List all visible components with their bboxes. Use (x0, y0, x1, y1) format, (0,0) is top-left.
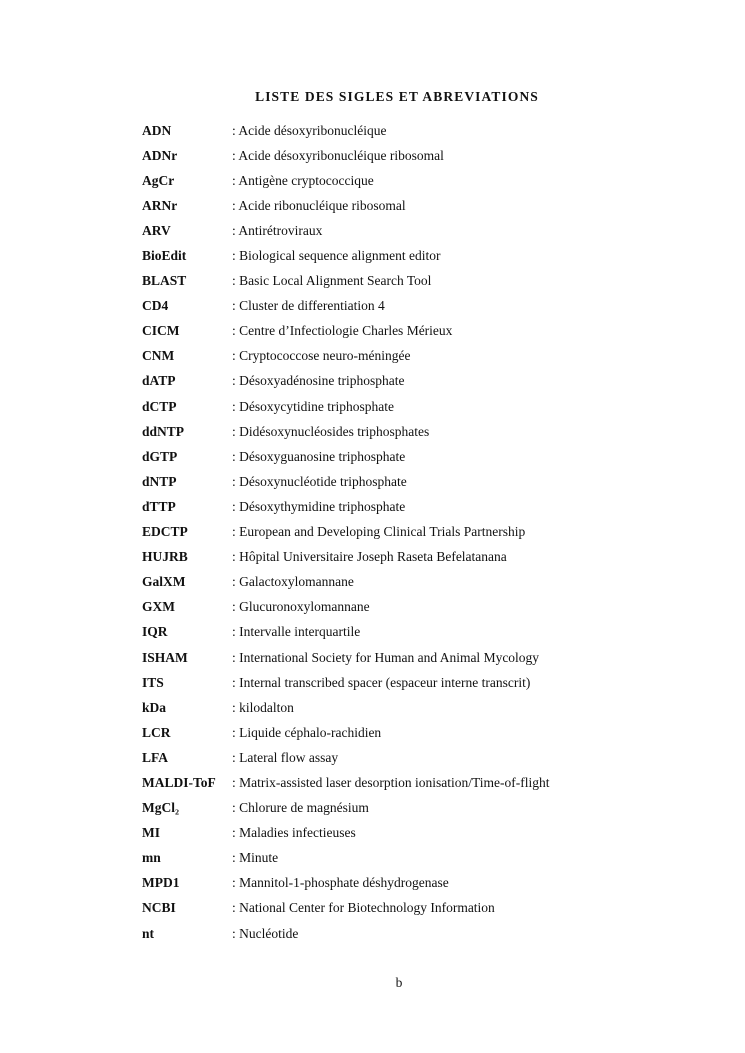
definition: : Matrix-assisted laser desorption ionisation/Time-of-flight (232, 774, 550, 790)
definition: : Cluster de differentiation 4 (232, 298, 385, 314)
abbreviation-row (142, 545, 549, 570)
abbreviation: ARNr (142, 197, 178, 213)
abbreviation-row (142, 394, 549, 419)
abbreviation-row (142, 670, 549, 695)
abbreviation: AgCr (142, 172, 175, 188)
definition: : International Society for Human and Animal Mycology (232, 649, 540, 665)
abbreviation-row (142, 745, 549, 770)
abbreviation-list (142, 118, 549, 946)
definition: : Didésoxynucléosides triphosphates (232, 423, 430, 439)
abbreviation-row (142, 770, 549, 795)
abbreviation: MgCl₂ (142, 800, 180, 816)
abbreviation: NCBI (142, 900, 176, 916)
abbreviation: ADNr (142, 147, 178, 163)
definition: : Hôpital Universitaire Joseph Raseta Befelatanana (232, 549, 507, 565)
definition: : Antirétroviraux (232, 222, 323, 238)
definition: : kilodalton (232, 699, 294, 715)
definition: : Acide désoxyribonucléique ribosomal (232, 147, 444, 163)
definition: : Acide ribonucléique ribosomal (232, 197, 406, 213)
abbreviation-row (142, 720, 549, 745)
page-number: b (395, 975, 403, 990)
abbreviation-row (142, 595, 549, 620)
abbreviation-row (142, 871, 549, 896)
abbreviation-row (142, 444, 549, 469)
abbreviation-row (142, 896, 549, 921)
definition: : Maladies infectieuses (232, 825, 356, 841)
definition: : Désoxyguanosine triphosphate (232, 448, 406, 464)
abbreviation: HUJRB (142, 549, 188, 565)
abbreviation-row (142, 620, 549, 645)
abbreviation-row (142, 469, 549, 494)
definition: : Centre d’Infectiologie Charles Mérieux (232, 323, 453, 339)
abbreviation-row (142, 269, 549, 294)
definition: : Nucléotide (232, 925, 299, 941)
abbreviation-row (142, 520, 549, 545)
definition: : European and Developing Clinical Trials Partnership (232, 524, 526, 540)
definition: : Glucuronoxylomannane (232, 599, 370, 615)
abbreviation: nt (142, 925, 155, 941)
definition: : Lateral flow assay (232, 749, 339, 765)
abbreviation: dTTP (142, 498, 176, 514)
abbreviation: GalXM (142, 574, 186, 590)
definition: : Antigène cryptococcique (232, 172, 374, 188)
definition: : Intervalle interquartile (232, 624, 361, 640)
abbreviation: MI (142, 825, 160, 841)
definition: : Désoxynucléotide triphosphate (232, 473, 407, 489)
abbreviation: BioEdit (142, 248, 187, 264)
definition: : Liquide céphalo-rachidien (232, 724, 382, 740)
abbreviation-row (142, 193, 549, 218)
abbreviation-row (142, 294, 549, 319)
definition: : National Center for Biotechnology Information (232, 900, 495, 916)
abbreviation-row (142, 570, 549, 595)
abbreviation: EDCTP (142, 524, 188, 540)
abbreviation: ITS (142, 674, 164, 690)
abbreviation: ADN (142, 122, 172, 138)
abbreviation-row (142, 645, 549, 670)
abbreviation-row (142, 369, 549, 394)
abbreviation-row (142, 921, 549, 946)
abbreviation-row (142, 143, 549, 168)
abbreviation-row (142, 796, 549, 821)
abbreviation: mn (142, 850, 161, 866)
abbreviation: dCTP (142, 398, 177, 414)
abbreviation: ISHAM (142, 649, 188, 665)
definition: : Acide désoxyribonucléique (232, 122, 387, 138)
abbreviation: CD4 (142, 298, 169, 314)
abbreviation-row (142, 821, 549, 846)
abbreviation: dATP (142, 373, 176, 389)
definition: : Minute (232, 850, 279, 866)
definition: : Désoxyadénosine triphosphate (232, 373, 405, 389)
abbreviation-row (142, 494, 549, 519)
abbreviation-row (142, 118, 549, 143)
abbreviation: CICM (142, 323, 180, 339)
abbreviation: ddNTP (142, 423, 185, 439)
definition: : Cryptococcose neuro-méningée (232, 348, 411, 364)
definition: : Galactoxylomannane (232, 574, 354, 590)
abbreviation: GXM (142, 599, 175, 615)
abbreviation: ARV (142, 222, 171, 238)
definition: : Internal transcribed spacer (espaceur interne transcrit) (232, 674, 531, 690)
abbreviation: LCR (142, 724, 171, 740)
abbreviation: kDa (142, 699, 167, 715)
abbreviation: dNTP (142, 473, 177, 489)
definition: : Biological sequence alignment editor (232, 248, 441, 264)
page-title: LISTE DES SIGLES ET ABREVIATIONS (255, 89, 539, 104)
abbreviation-row (142, 846, 549, 871)
abbreviation-row (142, 319, 549, 344)
definition: : Désoxycytidine triphosphate (232, 398, 394, 414)
definition: : Chlorure de magnésium (232, 800, 369, 816)
definition: : Désoxythymidine triphosphate (232, 498, 406, 514)
abbreviation: MALDI-ToF (142, 774, 216, 790)
definition: : Basic Local Alignment Search Tool (232, 273, 432, 289)
abbreviation: MPD1 (142, 875, 180, 891)
abbreviation-row (142, 695, 549, 720)
definition: : Mannitol-1-phosphate déshydrogenase (232, 875, 449, 891)
abbreviation: BLAST (142, 273, 187, 289)
abbreviation: CNM (142, 348, 175, 364)
abbreviation: LFA (142, 749, 168, 765)
abbreviation-row (142, 419, 549, 444)
abbreviation: IQR (142, 624, 168, 640)
abbreviation-row (142, 344, 549, 369)
abbreviation: dGTP (142, 448, 178, 464)
abbreviation-row (142, 218, 549, 243)
abbreviation-row (142, 243, 549, 268)
abbreviation-row (142, 168, 549, 193)
